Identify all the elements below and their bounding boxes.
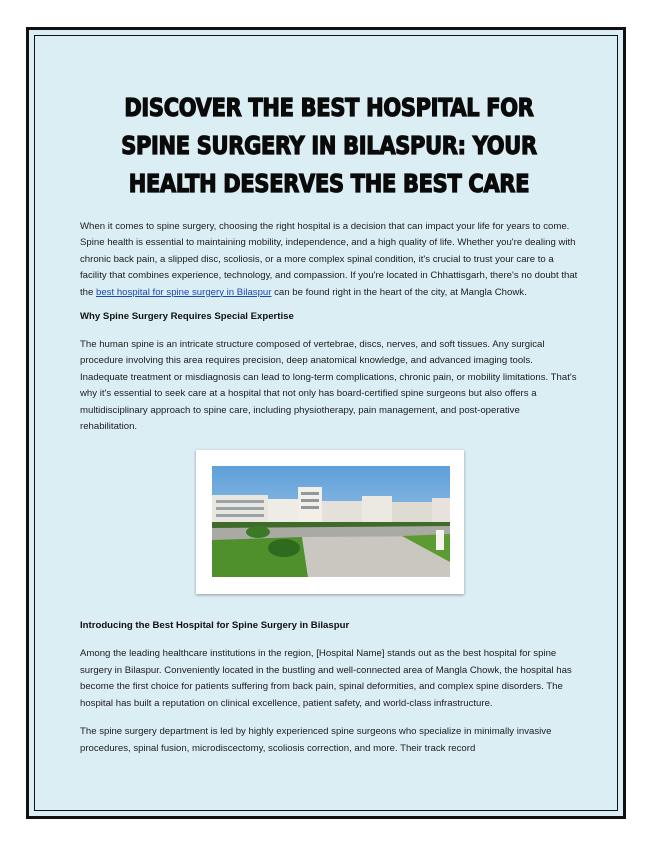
hospital-photo	[196, 450, 464, 594]
intro-hospital-paragraph-1: Among the leading healthcare institutions in the region, [Hospital Name] stands out as the best hospital for spine surgery in Bilaspur. Conveniently located in the bustling and well-connected area of Mangla Chowk, the hospital has become the first choice for patients suffering from back pain, spinal deformities, and complex spine disorders. The hospital has built a reputation on clinical excellence, patient safety, and world-class infrastructure.	[80, 648, 572, 709]
why-paragraph: The human spine is an intricate structure composed of vertebrae, discs, nerves, and soft tissues. Any surgical procedure involving this area requires precision, deep anatomical knowledge, and advanced imaging tools. Inadequate treatment or misdiagnosis can lead to long-term complications, chronic pain, or mobility limitations. That's why it's essential to seek care at a hospital that not only has board-certified spine surgeons but also offers a multidisciplinary approach to spine care, including physiotherapy, pain management, and post-operative rehabilitation.	[80, 339, 577, 433]
document-title: DISCOVER THE BEST HOSPITAL FOR SPINE SURGERY IN BILASPUR: YOUR HEALTH DESERVES THE BEST CARE	[121, 93, 537, 198]
intro-text-after: can be found right in the heart of the city, at Mangla Chowk.	[271, 286, 527, 298]
intro-hospital-paragraph-2: The spine surgery department is led by highly experienced spine surgeons who specialize in minimally invasive procedures, spinal fusion, microdiscectomy, scoliosis correction, and more. Their track record	[80, 726, 552, 754]
section-heading-why: Why Spine Surgery Requires Special Expertise	[80, 311, 294, 323]
spine-surgery-link[interactable]: best hospital for spine surgery in Bilaspur	[96, 286, 272, 298]
intro-paragraph	[80, 219, 578, 301]
intro-text-before: When it comes to spine surgery, choosing the right hospital is a decision that can impact your life for years to come. Spine health is essential to maintaining mobility, independence, and a high quality of life. Whether you're dealing with chronic back pain, a slipped disc, scoliosis, or a more complex spinal condition, it's crucial to trust your care to a facility that combines experience, technology, and compassion. If you're located in Chhattisgarh, there's no doubt that the	[80, 221, 578, 298]
document-body	[80, 41, 578, 757]
hospital-building-image	[212, 466, 450, 577]
section-heading-intro: Introducing the Best Hospital for Spine Surgery in Bilaspur	[80, 620, 350, 632]
page-border	[26, 27, 626, 819]
